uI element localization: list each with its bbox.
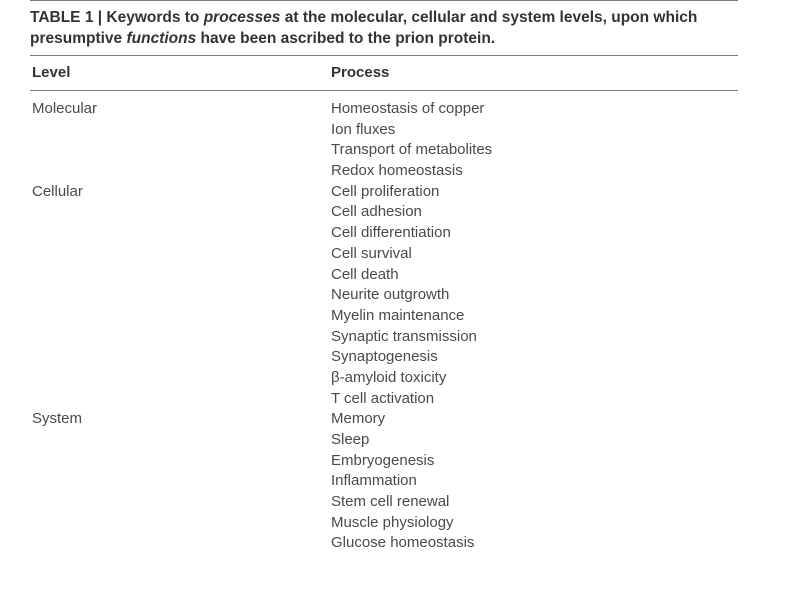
process-cell: Cell survival	[331, 244, 412, 262]
caption-text-3: have been ascribed to the prion protein.	[196, 30, 496, 47]
process-cell: Glucose homeostasis	[331, 534, 475, 552]
process-cell: Ion fluxes	[331, 120, 396, 138]
table-row	[30, 513, 738, 534]
level-cell: System	[32, 410, 83, 428]
caption-text-2: at the molecular, cellular and system levels, upon which presumptive	[30, 9, 698, 47]
process-cell: T cell activation	[331, 389, 435, 407]
process-cell: Myelin maintenance	[331, 306, 465, 324]
table-row	[30, 409, 738, 430]
table-row	[30, 306, 738, 327]
process-cell: β-amyloid toxicity	[331, 368, 447, 386]
process-cell: Sleep	[331, 431, 370, 448]
process-cell: Cell adhesion	[331, 203, 422, 221]
column-header-process: Process	[331, 64, 390, 81]
table-row	[30, 471, 738, 492]
table-row	[30, 368, 738, 389]
process-cell: Cell proliferation	[331, 182, 440, 200]
process-cell: Synaptogenesis	[331, 348, 438, 366]
table-row	[30, 265, 738, 286]
process-cell: Embryogenesis	[331, 451, 435, 469]
table-row	[30, 161, 738, 182]
process-cell: Inflammation	[331, 472, 417, 490]
caption-emphasis-processes: processes	[203, 9, 281, 26]
column-header-level: Level	[32, 64, 71, 81]
process-cell: Memory	[331, 410, 386, 428]
level-cell: Cellular	[32, 182, 83, 200]
caption-text-1: TABLE 1 | Keywords to	[30, 9, 204, 26]
table-row	[30, 244, 738, 265]
level-cell: Molecular	[32, 100, 98, 117]
table-row	[30, 285, 738, 306]
table-body	[30, 99, 738, 554]
caption-emphasis-functions: functions	[126, 30, 197, 47]
table-row	[30, 327, 738, 348]
table-1	[30, 0, 738, 554]
process-cell: Neurite outgrowth	[331, 286, 450, 304]
process-cell: Synaptic transmission	[331, 327, 477, 345]
table-row	[30, 223, 738, 244]
table-header-row	[30, 56, 738, 90]
table-row	[30, 347, 738, 368]
process-cell: Cell death	[331, 265, 399, 283]
table-row	[30, 182, 738, 203]
process-cell: Stem cell renewal	[331, 493, 450, 511]
table-caption	[30, 7, 738, 49]
process-cell: Homeostasis of copper	[331, 100, 485, 117]
table-row	[30, 430, 738, 451]
top-rule	[30, 0, 738, 1]
process-cell: Muscle physiology	[331, 513, 454, 531]
table-row	[30, 99, 738, 120]
process-cell: Cell differentiation	[331, 224, 451, 242]
table-row	[30, 492, 738, 513]
table-row	[30, 120, 738, 141]
table-row	[30, 533, 738, 554]
table-row	[30, 140, 738, 161]
table-row	[30, 202, 738, 223]
header-rule	[30, 90, 738, 91]
process-cell: Transport of metabolites	[331, 141, 493, 159]
table-row	[30, 389, 738, 410]
process-cell: Redox homeostasis	[331, 162, 463, 180]
table-row	[30, 451, 738, 472]
